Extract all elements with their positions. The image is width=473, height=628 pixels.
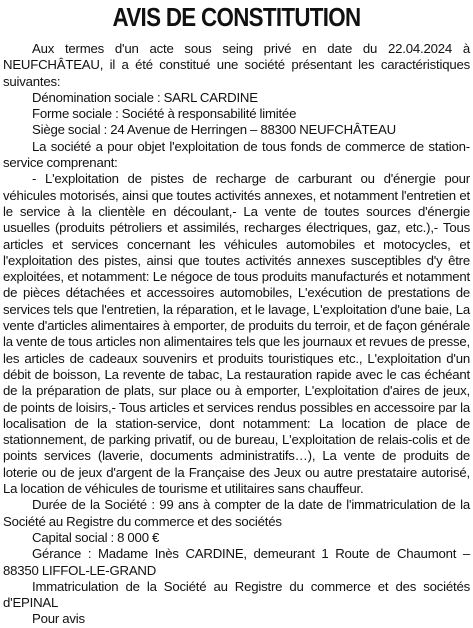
notice-body	[3, 41, 470, 628]
management: Gérance : Madame Inès CARDINE, demeurant 1 Route de Chaumont – 88350 LIFFOL-LE-GRAND	[3, 546, 470, 578]
legal-form: Forme sociale : Société à responsabilité limitée	[32, 106, 297, 122]
registration: Immatriculation de la Société au Registre du commerce et des sociétés d'EPINAL	[3, 578, 470, 611]
registered-office: Siège social : 24 Avenue de Herringen – 88300 NEUFCHÂTEAU	[32, 122, 396, 138]
intro-paragraph: Aux termes d'un acte sous seing privé en date du 22.04.2024 à NEUFCHÂTEAU, il a été constitué une société présentant les caractéristiques suivantes:	[3, 41, 470, 89]
company-name: Dénomination sociale : SARL CARDINE	[32, 89, 258, 105]
share-capital: Capital social : 8 000 €	[32, 529, 160, 545]
notice-title: AVIS DE CONSTITUTION	[112, 2, 361, 32]
corporate-purpose-details: - L'exploitation de pistes de recharge de carburant ou d'énergie pour véhicules motorisés, ainsi que toutes activités annexes, et notamment l'entretien et le service à la clientèle en découlant,- La vente de toutes sources d'énergie usuelles (produits pétroliers et assimilés, recharges électriques, gaz, etc.),- Tous articles et services concernant les véhicules automobiles et motocycles, et l'exploitation des pistes, ainsi que toutes activités annexes susceptibles d'y être exploitées, et notamment: Le négoce de tous produits manufacturés et notamment de pièces détachées et accessoires automobiles, L'exécution de prestations de services tels que l'entretien, la réparation, et le lavage, L'exploitation d'une baie, La vente d'articles alimentaires à emporter, de produits du terroir, et de façon générale la vente de tous articles non alimentaires tels que les journaux et revues de presse, les articles de cadeaux souvenirs et produits touristiques etc., L'exploitation d'un débit de boisson, La revente de tabac, La restauration rapide avec le cas échéant de la préparation de plats, sur place ou à emporter, L'exploitation d'aires de jeux, de points de loisirs,- Tous articles et services rendus possibles en accessoire par la localisation de la station-service, dont notamment: La location de place de stationnement, de parking privatif, ou de bureau, L'exploitation de relais-colis et de points services (laverie, documents administratifs…), La vente de produits de loterie ou de jeux d'argent de la Française des Jeux ou autre prestataire autorisé, La location de véhicules de tourisme et utilitaires sans chauffeur.	[3, 171, 470, 497]
corporate-purpose-intro: La société a pour objet l'exploitation de tous fonds de commerce de station-service comprenant:	[3, 138, 470, 171]
closing-signature: Pour avis	[32, 611, 85, 627]
company-duration: Durée de la Société : 99 ans à compter de la date de l'immatriculation de la Société au Registre du commerce et des sociétés	[3, 497, 470, 529]
